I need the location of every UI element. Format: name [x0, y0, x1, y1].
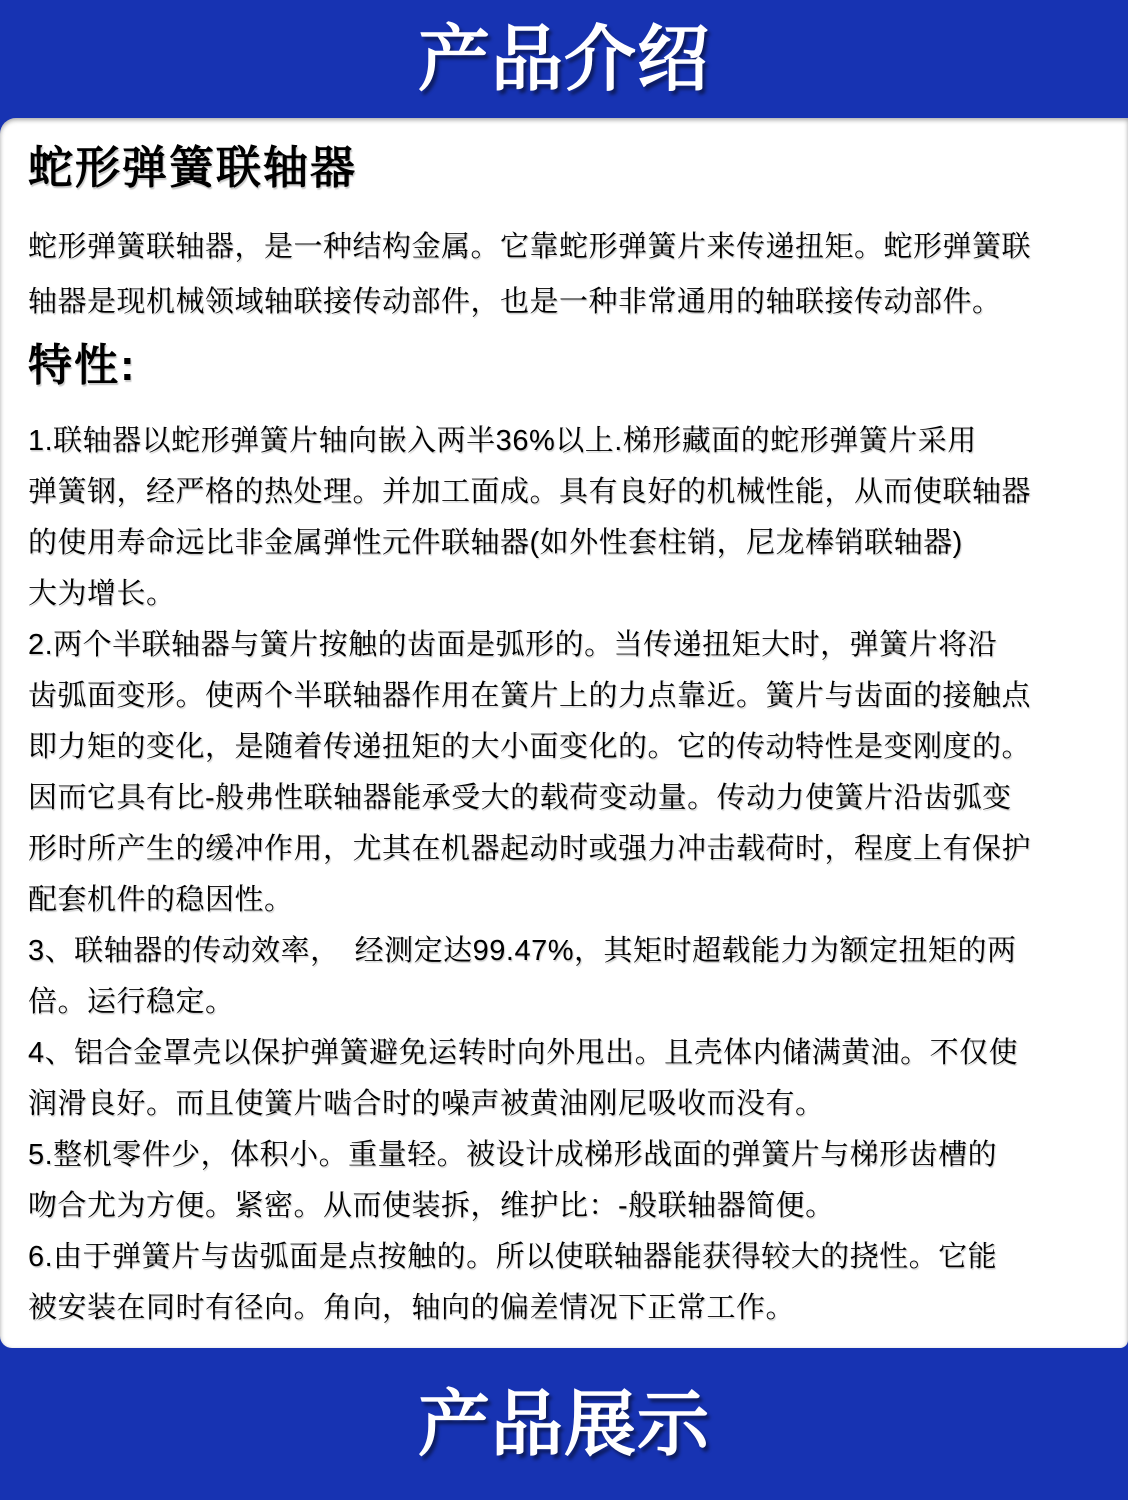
product-intro-banner: [0, 0, 1128, 118]
feature-line: 大为增长。: [28, 578, 176, 610]
product-display-banner-title: 产品展示: [417, 1381, 710, 1466]
feature-line: 因而它具有比-般弗性联轴器能承受大的载荷变动量。传动力使簧片沿齿弧变: [28, 782, 1012, 814]
feature-line: 齿弧面变形。使两个半联轴器作用在簧片上的力点靠近。簧片与齿面的接触点: [28, 680, 1032, 712]
features-heading: 特性:: [28, 341, 137, 390]
feature-line: 吻合尤为方便。紧密。从而使装拆，维护比：-般联轴器简便。: [28, 1190, 835, 1222]
feature-line: 被安装在同时有径向。角向，轴向的偏差情况下正常工作。: [28, 1292, 796, 1324]
feature-line: 2.两个半联轴器与簧片按触的齿面是弧形的。当传递扭矩大时，弹簧片将沿: [28, 629, 998, 661]
feature-line: 弹簧钢，经严格的热处理。并加工面成。具有良好的机械性能，从而使联轴器: [28, 476, 1032, 508]
feature-line: 形时所产生的缓冲作用，尤其在机器起动时或强力冲击载荷时，程度上有保护: [28, 833, 1032, 865]
feature-line: 6.由于弹簧片与齿弧面是点按触的。所以使联轴器能获得较大的挠性。它能: [28, 1241, 998, 1273]
feature-line: 倍。运行稳定。: [28, 986, 235, 1018]
feature-line: 4、铝合金罩壳以保护弹簧避免运转时向外甩出。且壳体内储满黄油。不仅使: [28, 1037, 1019, 1069]
product-title: 蛇形弹簧联轴器: [28, 141, 358, 194]
feature-line: 3、联轴器的传动效率， 经测定达99.47%，其矩时超载能力为额定扭矩的两: [28, 935, 1017, 967]
feature-line: 配套机件的稳因性。: [28, 884, 294, 916]
feature-line: 即力矩的变化，是随着传递扭矩的大小面变化的。它的传动特性是变刚度的。: [28, 731, 1032, 763]
product-intro-paragraph: [28, 220, 1102, 330]
intro-line: 轴器是现机械领域轴联接传动部件，也是一种非常通用的轴联接传动部件。: [28, 286, 1002, 318]
feature-line: 润滑良好。而且使簧片啮合时的噪声被黄油刚尼吸收而没有。: [28, 1088, 825, 1120]
features-list: [28, 416, 1102, 1334]
product-description-card: [0, 118, 1128, 1348]
feature-line: 1.联轴器以蛇形弹簧片轴向嵌入两半36%以上.梯形藏面的蛇形弹簧片采用: [28, 425, 977, 457]
product-display-banner: [0, 1348, 1128, 1500]
intro-line: 蛇形弹簧联轴器，是一种结构金属。它靠蛇形弹簧片来传递扭矩。蛇形弹簧联: [28, 231, 1032, 263]
feature-line: 的使用寿命远比非金属弹性元件联轴器(如外性套柱销，尼龙棒销联轴器): [28, 527, 963, 559]
product-intro-banner-title: 产品介绍: [417, 16, 710, 101]
feature-line: 5.整机零件少，体积小。重量轻。被设计成梯形战面的弹簧片与梯形齿槽的: [28, 1139, 998, 1171]
